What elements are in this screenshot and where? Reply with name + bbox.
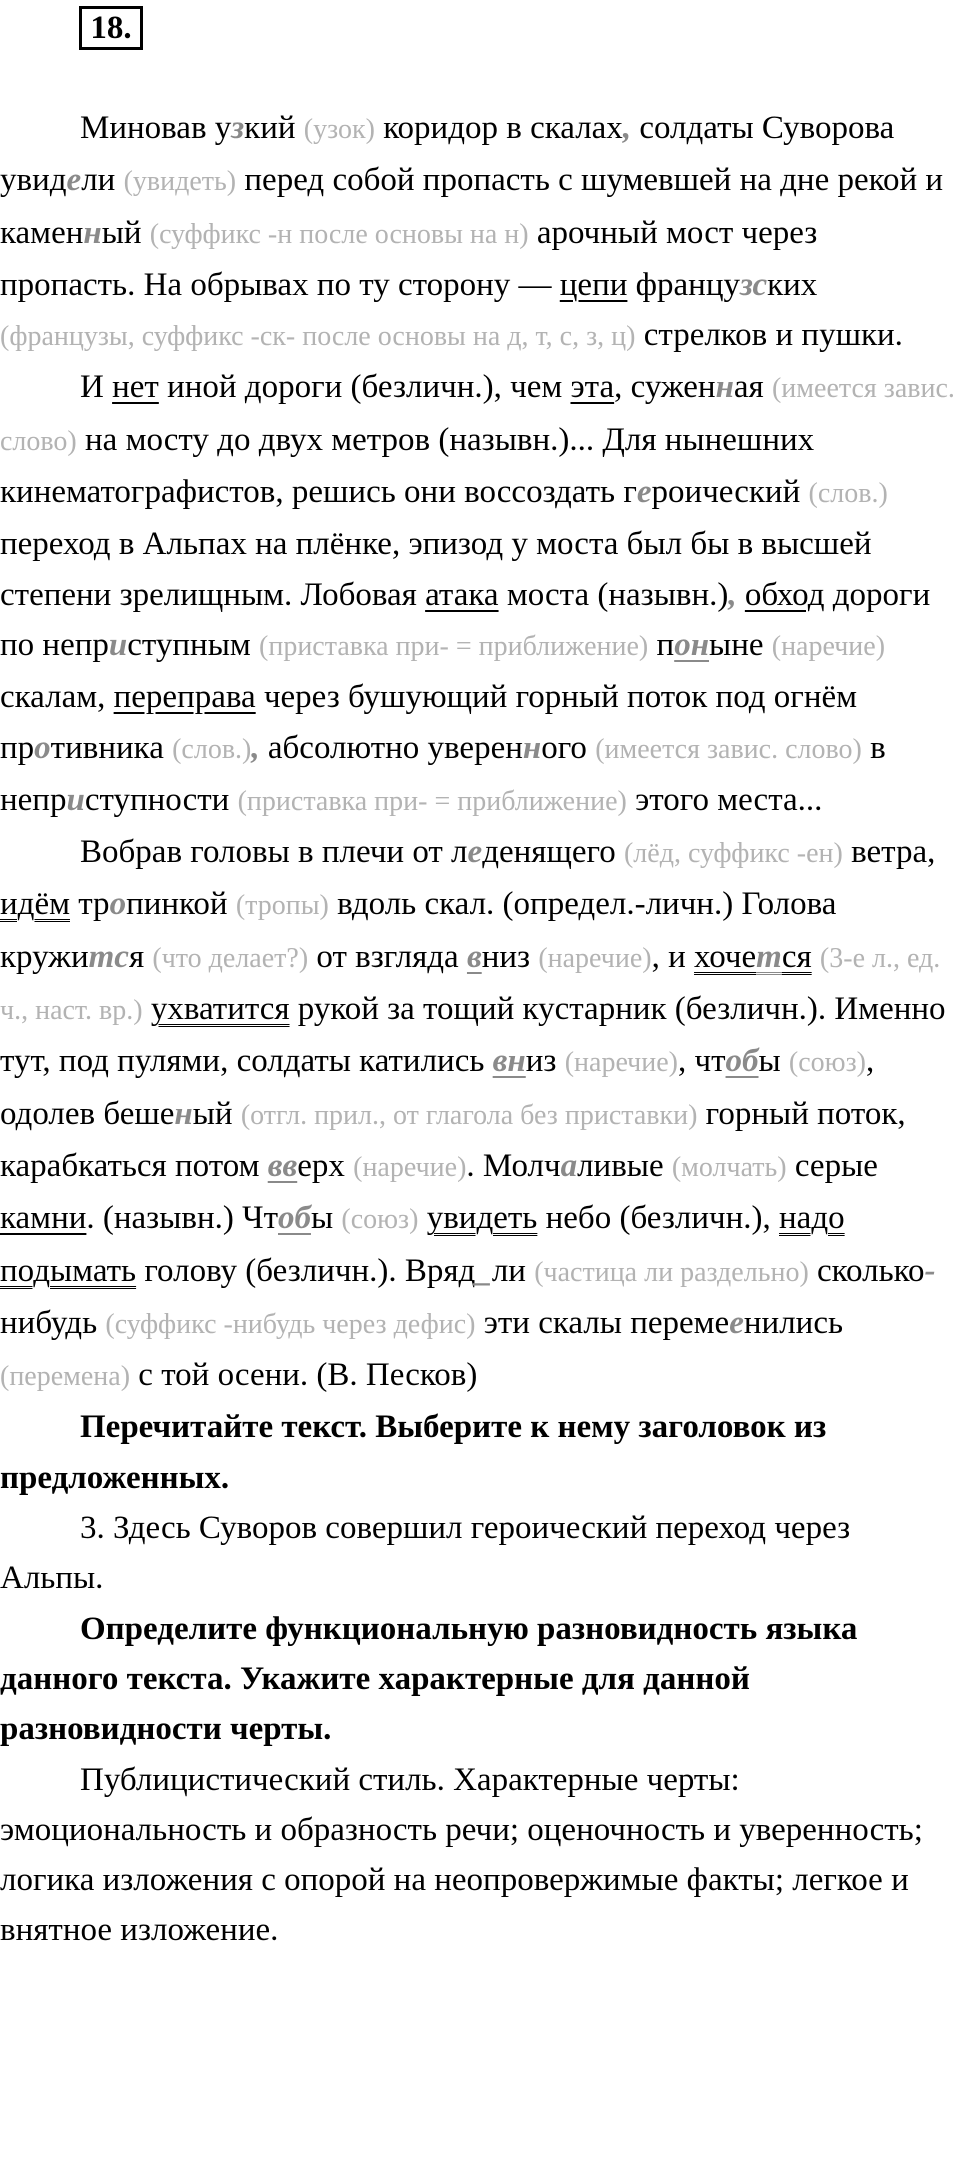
note: (что делает?) (152, 942, 309, 974)
marked-run: ухватится (150, 991, 290, 1028)
text-run: на мосту до двух метров (назывн.)... Для нынешних кинематографистов, решись они воссоздать г (0, 421, 815, 511)
highlighted-letter: , (622, 110, 632, 146)
text-run (143, 991, 151, 1027)
marked-run: н (715, 369, 734, 406)
marked-run: _ (475, 1252, 492, 1289)
marked-run: в (466, 938, 482, 975)
question-title: Перечитайте текст. Выберите к нему заголовок из предложенных. (0, 1409, 827, 1496)
question-style: Определите функциональную разновидность языка данного текста. Укажите характерные для данной разновидности черты. (0, 1610, 858, 1748)
text-run: ы (310, 1200, 342, 1237)
note: (частица ли раздельно) (534, 1256, 809, 1288)
text-run: . (назывн.) Чт (86, 1200, 278, 1237)
highlighted-letter: е (66, 162, 82, 199)
text-run: нибудь (0, 1304, 106, 1341)
text-run: кий (244, 110, 304, 146)
text-run: ый (192, 1095, 241, 1132)
marked-run: е (729, 1304, 744, 1341)
text-body (0, 103, 955, 1956)
text-run: абсолютно уверен (259, 729, 523, 766)
text-run: ливые (577, 1147, 672, 1184)
marked-run: е (636, 474, 652, 511)
marked-run: , (251, 729, 260, 766)
text-run: , одолев беше (0, 1043, 875, 1132)
text-run: тр (69, 886, 110, 923)
text-run: перед собой пропасть с шумевшей на дне рекой и камен (0, 162, 944, 251)
text-run: ы (758, 1043, 789, 1080)
marked-run: а (560, 1147, 578, 1184)
text-run: ыне (709, 626, 772, 663)
text-run: ого (541, 729, 596, 766)
marked-run: ся (781, 938, 812, 975)
paragraph-1 (0, 103, 955, 362)
note: (приставка при- = приближение) (259, 630, 649, 662)
text-run: дороги по непр (0, 576, 931, 663)
marked-run: о (109, 886, 127, 923)
marked-run: он (674, 626, 710, 663)
text-run: в непр (0, 729, 886, 818)
marked-run: о (34, 729, 51, 766)
text-run (418, 1200, 426, 1236)
text-run: ли (81, 162, 124, 199)
text-run: рукой за тощий кустарник (безличн.). Именно тут, под пулями, солдаты катились (0, 991, 946, 1080)
note: (молчать) (671, 1151, 787, 1183)
answer-style: Публицистический стиль. Характерные черты: эмоциональность и образность речи; оценочность и уверенность; логика изложения с опорой на неопровержимые факты; легкое и внятное изложение. (0, 1761, 923, 1949)
text-run: стрелков и пушки. (635, 317, 903, 354)
marked-run: т (756, 938, 782, 975)
marked-run: н (522, 729, 542, 766)
marked-run: обход (744, 576, 825, 613)
text-run: эти скалы переме (475, 1304, 730, 1341)
text-run: с той осени. (В. Песков) (130, 1357, 478, 1394)
note: (суффикс -н после основы на н) (149, 218, 529, 250)
answer-title: 3. Здесь Суворов совершил героический переход через Альпы. (0, 1510, 851, 1597)
note: (слов.) (808, 478, 888, 510)
note: (союз) (341, 1204, 419, 1236)
note: (узок) (303, 114, 375, 145)
note: (суффикс -нибудь через дефис) (105, 1308, 476, 1340)
text-run: . Молч (466, 1147, 561, 1184)
highlighted-letter: з (231, 110, 245, 146)
subject-word: цепи (559, 266, 628, 303)
text-run: небо (безличн.), (537, 1200, 780, 1237)
marked-run: увидеть (426, 1200, 538, 1237)
text-run: роический (651, 474, 809, 511)
text-run: ветра, (842, 834, 936, 871)
marked-run: хоче (694, 938, 757, 975)
note: (имеется завис. слово) (0, 373, 955, 457)
marked-run: атака (425, 576, 499, 613)
note: (наречие) (771, 630, 886, 662)
text-run: вдоль скал. (определ.-личн.) Голова кружи (0, 886, 837, 975)
marked-run: об (278, 1200, 311, 1237)
paragraph-3 (0, 827, 955, 1402)
text-run: иной дороги (безличн.), чем (158, 369, 571, 406)
text-run: солдаты Суворова увид (0, 110, 895, 199)
marked-run: нет (112, 369, 159, 406)
task-number: 18. (79, 6, 143, 50)
text-run: пинкой (126, 886, 236, 923)
text-run: этого места... (626, 781, 823, 818)
text-run: нились (743, 1304, 844, 1341)
highlighted-letter: зс (740, 266, 768, 303)
note: (лёд, суффикс -ен) (623, 838, 843, 870)
text-run: голову (безличн.). Вряд (136, 1252, 476, 1289)
text-run: серые (786, 1147, 878, 1184)
text-run (737, 577, 745, 613)
text-run: денящего (482, 834, 624, 871)
marked-run: камни (0, 1200, 87, 1237)
note: (увидеть) (123, 166, 237, 198)
marked-run: вв (267, 1147, 298, 1184)
text-run: Миновав у (80, 110, 232, 146)
text-run: , и (651, 938, 695, 975)
text-run: через бушующий горный поток под огнём пр (0, 679, 858, 766)
text-run: , чт (678, 1043, 726, 1080)
text-run: , сужен (614, 369, 716, 406)
marked-run: , (728, 576, 737, 613)
note: (имеется завис. слово) (595, 733, 862, 765)
text-run: моста (назывн.) (498, 576, 729, 613)
text-run: скалам, (0, 679, 114, 716)
note: (приставка при- = приближение) (237, 785, 627, 817)
marked-run: - (924, 1252, 936, 1289)
marked-run: идём (0, 886, 70, 923)
text-run: от взгляда (308, 938, 467, 975)
text-run: сколько (808, 1252, 925, 1289)
text-run: И (80, 369, 113, 406)
note: (слов.) (172, 733, 252, 765)
highlighted-letter: н (83, 214, 102, 251)
note: (тропы) (235, 890, 329, 922)
text-run: из (525, 1043, 565, 1080)
marked-run: вн (492, 1043, 526, 1080)
note: (3-е л., ед. ч., наст. вр.) (0, 942, 941, 1027)
text-run: ая (733, 369, 772, 406)
marked-run: тс (88, 938, 129, 975)
text-run: горный поток, карабкаться потом (0, 1095, 906, 1184)
text-run: п (648, 626, 675, 663)
text-run: тивника (50, 729, 173, 766)
note: (наречие) (564, 1047, 678, 1079)
paragraph-2 (0, 362, 955, 827)
text-run: я (128, 938, 153, 975)
text-run: коридор в скалах (374, 110, 623, 146)
marked-run: е (467, 834, 483, 871)
text-run: ступности (84, 781, 238, 818)
note: (наречие) (353, 1151, 467, 1183)
text-run: переход в Альпах на плёнке, эпизод у моста был бы в высшей степени зрелищным. Лобовая (0, 526, 872, 613)
text-run (812, 939, 820, 975)
marked-run: надо подымать (0, 1200, 845, 1289)
text-run: францу (627, 266, 741, 303)
note: (наречие) (538, 942, 652, 974)
note: (союз) (788, 1047, 866, 1079)
text-run: ерх (297, 1147, 354, 1184)
marked-run: н (174, 1095, 193, 1132)
text-run: низ (481, 938, 539, 975)
text-run: ли (491, 1252, 535, 1289)
marked-run: переправа (113, 679, 256, 716)
note: (перемена) (0, 1361, 131, 1393)
note: (отгл. прил., от глагола без приставки) (240, 1099, 698, 1131)
marked-run: и (108, 626, 128, 663)
text-run: ый (101, 214, 150, 251)
text-run: ких (767, 266, 818, 303)
marked-run: об (725, 1043, 759, 1080)
text-run: арочный мост через пропасть. На обрывах по ту сторону — (0, 214, 818, 303)
text-run: Вобрав головы в плечи от л (80, 834, 468, 871)
marked-run: эта (570, 369, 615, 406)
text-run: ступным (127, 626, 260, 663)
marked-run: и (66, 781, 85, 818)
note: (французы, суффикс -ск- после основы на д, т, с, з, ц) (0, 321, 636, 353)
